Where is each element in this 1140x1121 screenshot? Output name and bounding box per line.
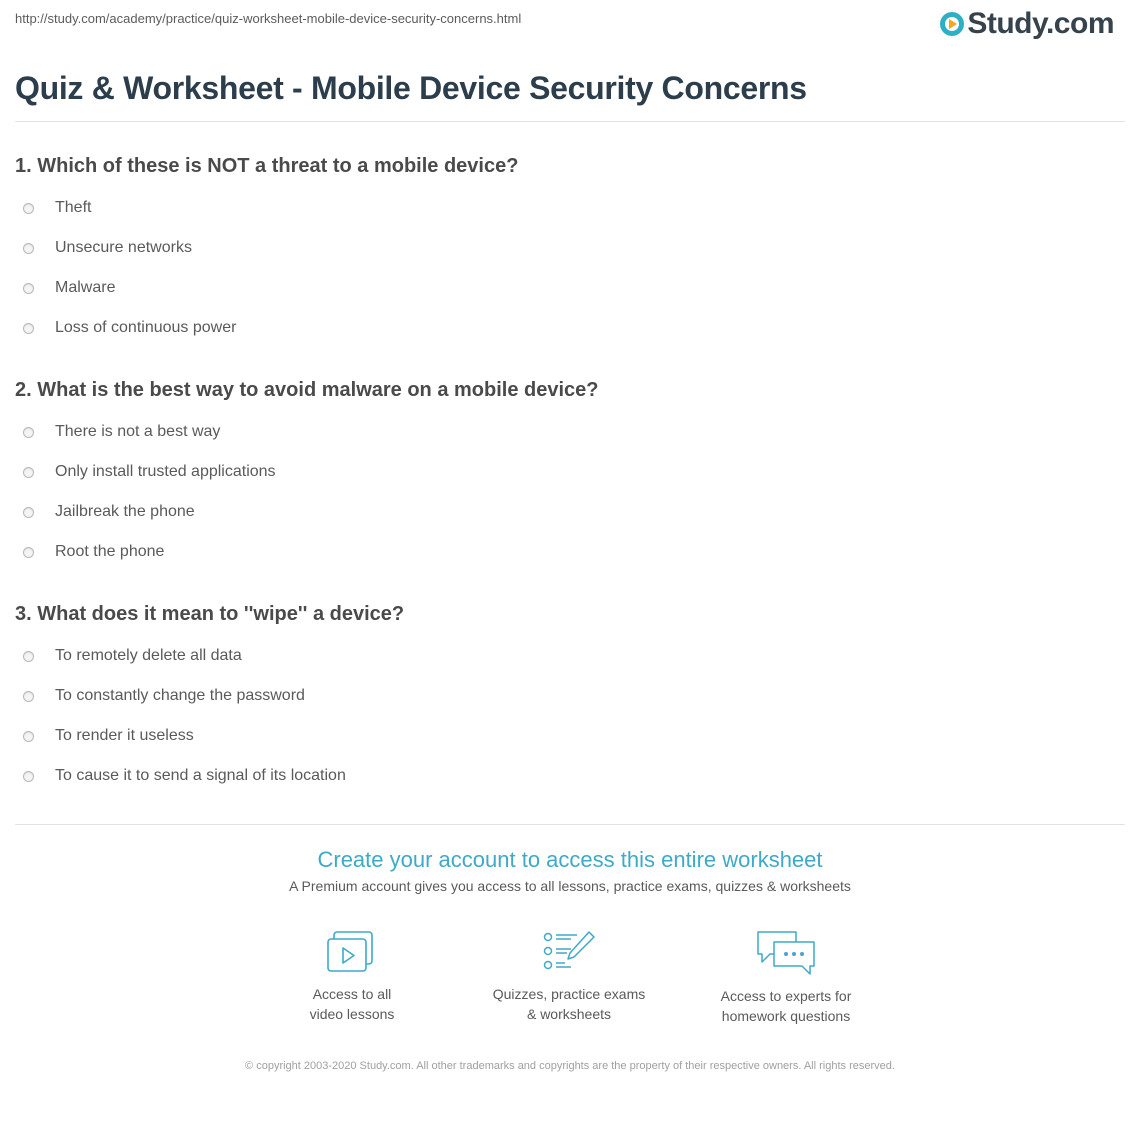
question-3 xyxy=(15,598,1115,796)
answer-option[interactable] xyxy=(15,188,1115,228)
feature-quizzes xyxy=(469,928,669,1024)
answer-option[interactable] xyxy=(15,716,1115,756)
feature-label: Access to all video lessons xyxy=(309,986,395,1022)
radio-button[interactable] xyxy=(23,691,34,702)
study-logo-text: Study.com xyxy=(967,7,1114,40)
section-divider xyxy=(15,824,1125,825)
question-title: 1. Which of these is NOT a threat to a mobile device? xyxy=(15,155,519,177)
answer-label: To cause it to send a signal of its location xyxy=(55,767,346,784)
answer-label: Jailbreak the phone xyxy=(55,503,195,520)
signup-cta xyxy=(0,846,1140,894)
question-title: 3. What does it mean to ''wipe'' a device? xyxy=(15,603,405,625)
question-1 xyxy=(15,150,1115,348)
question-title: 2. What is the best way to avoid malware on a mobile device? xyxy=(15,379,599,401)
answer-option[interactable] xyxy=(15,636,1115,676)
radio-button[interactable] xyxy=(23,467,34,478)
answer-option[interactable] xyxy=(15,308,1115,348)
answer-option[interactable] xyxy=(15,492,1115,532)
chat-bubbles-icon xyxy=(754,928,818,978)
cta-subtitle: A Premium account gives you access to all lessons, practice exams, quizzes & worksheets xyxy=(289,878,851,894)
page-url: http://study.com/academy/practice/quiz-worksheet-mobile-device-security-concerns.html xyxy=(15,11,522,26)
answer-label: Only install trusted applications xyxy=(55,463,276,480)
feature-experts xyxy=(686,928,886,1026)
answer-label: To constantly change the password xyxy=(55,687,305,704)
radio-button[interactable] xyxy=(23,427,34,438)
page-title: Quiz & Worksheet - Mobile Device Security Concerns xyxy=(15,70,807,106)
radio-button[interactable] xyxy=(23,323,34,334)
radio-button[interactable] xyxy=(23,283,34,294)
question-2 xyxy=(15,374,1115,572)
radio-button[interactable] xyxy=(23,547,34,558)
copyright-text: © copyright 2003-2020 Study.com. All other trademarks and copyrights are the property of their respective owners. All rights reserved. xyxy=(245,1060,895,1072)
answer-label: Malware xyxy=(55,279,116,296)
cta-link[interactable]: Create your account to access this entire worksheet xyxy=(317,847,823,872)
video-lesson-icon xyxy=(325,928,379,976)
radio-button[interactable] xyxy=(23,507,34,518)
feature-label: Quizzes, practice exams & worksheets xyxy=(492,986,646,1022)
quiz-checklist-icon xyxy=(541,928,597,976)
answer-option[interactable] xyxy=(15,228,1115,268)
study-logo[interactable] xyxy=(940,6,1114,42)
answer-option[interactable] xyxy=(15,676,1115,716)
answer-option[interactable] xyxy=(15,268,1115,308)
radio-button[interactable] xyxy=(23,651,34,662)
feature-video-lessons xyxy=(252,928,452,1024)
answer-label: Loss of continuous power xyxy=(55,319,237,336)
answer-option[interactable] xyxy=(15,412,1115,452)
title-divider xyxy=(15,121,1125,122)
answer-label: Unsecure networks xyxy=(55,239,192,256)
radio-button[interactable] xyxy=(23,731,34,742)
answer-label: To remotely delete all data xyxy=(55,647,242,664)
answer-option[interactable] xyxy=(15,452,1115,492)
answer-option[interactable] xyxy=(15,532,1115,572)
feature-label: Access to experts for homework questions xyxy=(720,988,852,1024)
answer-label: Theft xyxy=(55,199,92,216)
answer-label: Root the phone xyxy=(55,543,165,560)
answer-label: There is not a best way xyxy=(55,423,221,440)
radio-button[interactable] xyxy=(23,203,34,214)
radio-button[interactable] xyxy=(23,771,34,782)
study-logo-icon xyxy=(940,12,964,36)
answer-option[interactable] xyxy=(15,756,1115,796)
answer-label: To render it useless xyxy=(55,727,194,744)
radio-button[interactable] xyxy=(23,243,34,254)
